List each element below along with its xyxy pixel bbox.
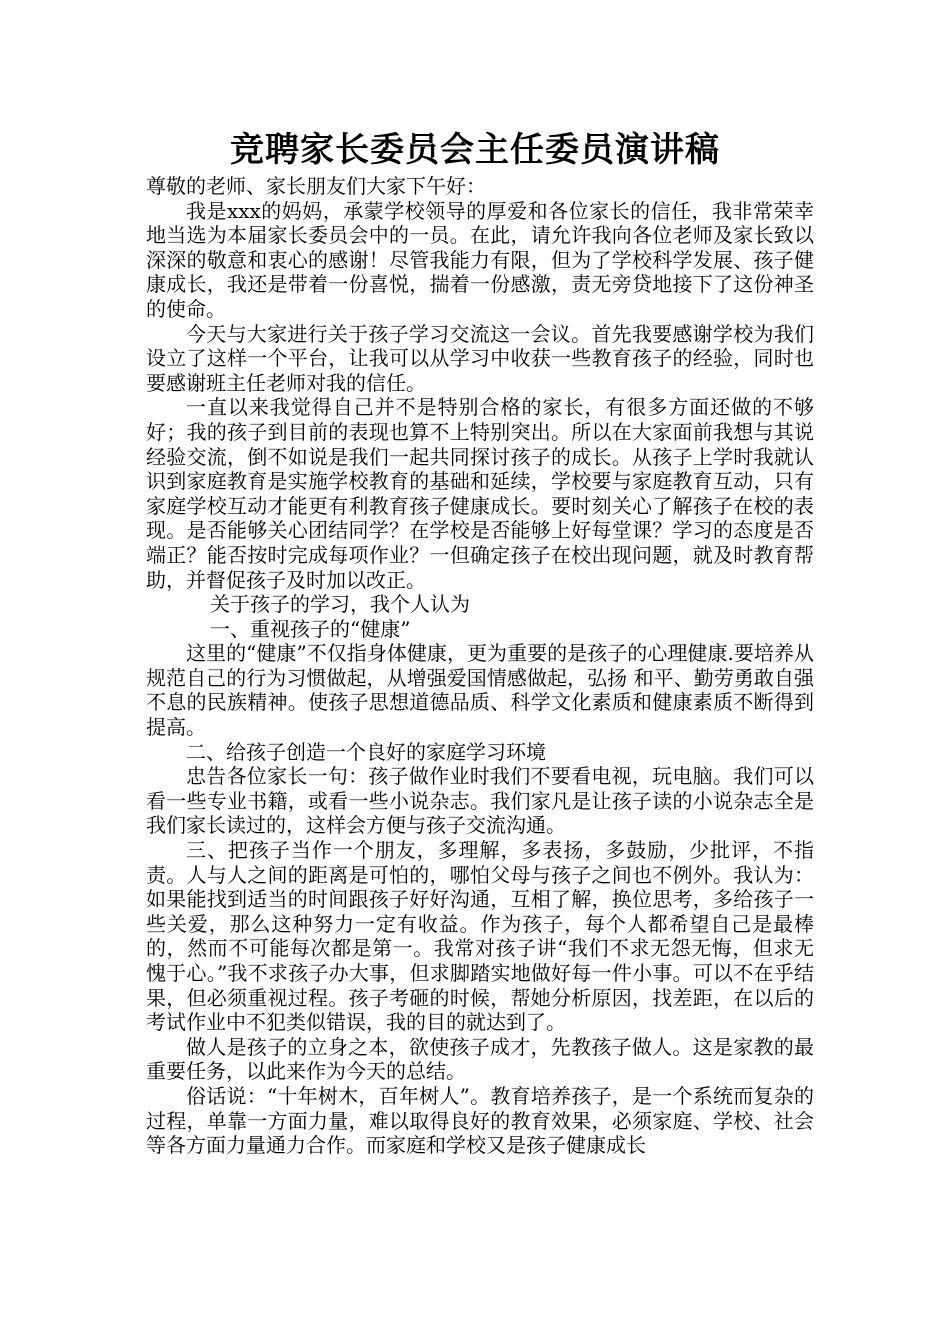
section-2-text: 忠告各位家长一句：孩子做作业时我们不要看电视，玩电脑。我们可以看一些专业书籍，或看一些小说杂志。我们家凡是让孩子读的小说杂志全是我们家长读过的，这样会方便与孩子交流沟通。 <box>146 764 814 838</box>
section-1-text: 这里的“健康”不仅指身体健康，更为重要的是孩子的心理健康.要培养从规范自己的行为习惯做起，从增强爱国情感做起，弘扬 和平、勤劳勇敢自强不息的民族精神。使孩子思想道德品质、科学文化素质和健康素质不断得到提高。 <box>146 641 814 740</box>
paragraph-introduction: 我是xxx的妈妈，承蒙学校领导的厚爱和各位家长的信任，我非常荣幸地当选为本届家长委员会中的一员。在此，请允许我向各位老师及家长致以深深的敬意和衷心的感谢！尽管我能力有限，但为了学校科学发展、孩子健康成长，我还是带着一份喜悦，揣着一份感激，责无旁贷地接下了这份神圣的使命。 <box>146 198 814 321</box>
section-3-text: 三、把孩子当作一个朋友，多理解，多表扬，多鼓励，少批评，不指责。人与人之间的距离是可怕的，哪怕父母与孩子之间也不例外。我认为：如果能找到适当的时间跟孩子好好沟通，互相了解，换位思考，多给孩子一些关爱，那么这种努力一定有收益。作为孩子，每个人都希望自己是最棒的，然而不可能每次都是第一。我常对孩子讲“我们不求无怨无悔，但求无愧于心。”我不求孩子办大事，但求脚踏实地做好每一件小事。可以不在乎结果，但必须重视过程。孩子考砸的时候，帮她分析原因，找差距，在以后的考试作业中不犯类似错误，我的目的就达到了。 <box>146 838 814 1035</box>
document-title: 竞聘家长委员会主任委员演讲稿 <box>230 130 720 170</box>
salutation: 尊敬的老师、家长朋友们大家下午好： <box>146 174 486 198</box>
intro-heading: 关于孩子的学习，我个人认为 <box>210 592 470 617</box>
closing-paragraph: 俗话说：“十年树木，百年树人”。教育培养孩子，是一个系统而复杂的过程，单靠一方面力量，难以取得良好的教育效果，必须家庭、学校、社会等各方面力量通力合作。而家庭和学校又是孩子健康成长 <box>146 1083 814 1158</box>
paragraph-experience: 一直以来我觉得自己并不是特别合格的家长，有很多方面还做的不够好；我的孩子到目前的表现也算不上特别突出。所以在大家面前我想与其说经验交流，倒不如说是我们一起共同探讨孩子的成长。从孩子上学时我就认识到家庭教育是实施学校教育的基础和延续，学校要与家庭教育互动，只有家庭学校互动才能更有利教育孩子健康成长。要时刻关心了解孩子在校的表现。是否能够关心团结同学？在学校是否能够上好每堂课？学习的态度是否端正？能否按时完成每项作业？一但确定孩子在校出现问题，就及时教育帮助，并督促孩子及时加以改正。 <box>146 395 814 592</box>
section-2-heading: 二、给孩子创造一个良好的家庭学习环境 <box>186 739 546 764</box>
section-1-heading: 一、重视孩子的“健康” <box>210 616 411 641</box>
summary-paragraph: 做人是孩子的立身之本，欲使孩子成才，先教孩子做人。这是家教的最重要任务，以此来作为今天的总结。 <box>146 1034 814 1084</box>
paragraph-meeting: 今天与大家进行关于孩子学习交流这一会议。首先我要感谢学校为我们设立了这样一个平台，让我可以从学习中收获一些教育孩子的经验，同时也要感谢班主任老师对我的信任。 <box>146 321 814 395</box>
document-body <box>146 174 814 1158</box>
